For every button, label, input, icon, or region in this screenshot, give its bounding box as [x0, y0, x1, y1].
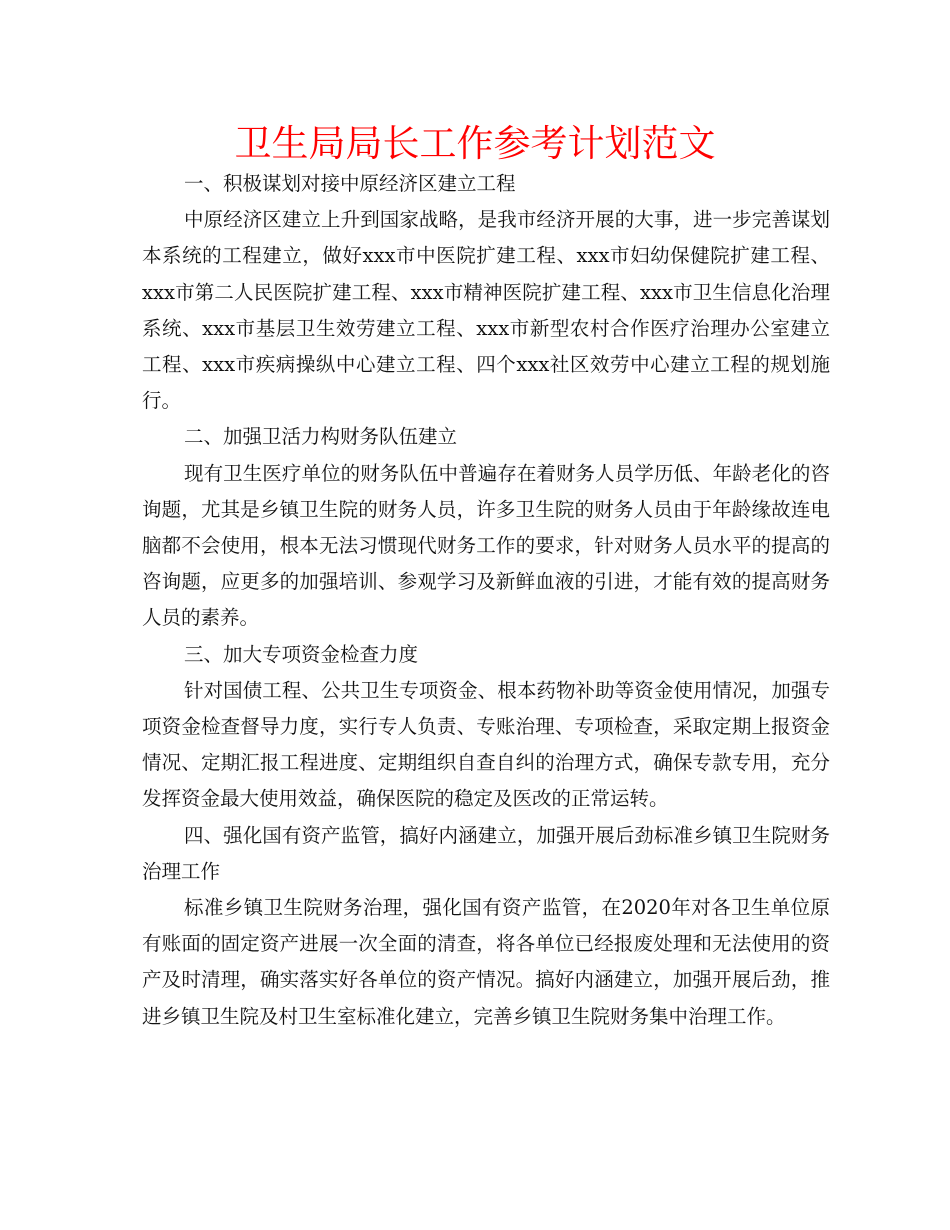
paragraph-3: 针对国债工程、公共卫生专项资金、根本药物补助等资金使用情况，加强专项资金检查督导力度，实行专人负责、专账治理、专项检查，采取定期上报资金情况、定期汇报工程进度、定期组织自查自纠的治理方式，确保专款专用，充分发挥资金最大使用效益，确保医院的稳定及医改的正常运转。: [142, 678, 830, 811]
section-heading-2: 二、加强卫活力构财务队伍建立: [184, 425, 458, 449]
section-heading-3: 三、加大专项资金检查力度: [184, 642, 419, 666]
document-title: 卫生局局长工作参考计划范文: [234, 122, 716, 165]
document-body: [142, 166, 830, 1035]
paragraph-1: 中原经济区建立上升到国家战略，是我市经济开展的大事，进一步完善谋划本系统的工程建立，做好xxx市中医院扩建工程、xxx市妇幼保健院扩建工程、xxx市第二人民医院扩建工程、xxx市精神医院扩建工程、xxx市卫生信息化治理系统、xxx市基层卫生效劳建立工程、xxx市新型农村合作医疗治理办公室建立工程、xxx市疾病操纵中心建立工程、四个xxx社区效劳中心建立工程的规划施行。: [142, 208, 830, 413]
paragraph-4: 标准乡镇卫生院财务治理，强化国有资产监管，在2020年对各卫生单位原有账面的固定资产进展一次全面的清查，将各单位已经报废处理和无法使用的资产及时清理，确实落实好各单位的资产情况。搞好内涵建立，加强开展后劲，推进乡镇卫生院及村卫生室标准化建立，完善乡镇卫生院财务集中治理工作。: [142, 896, 830, 1028]
section-heading-1: 一、积极谋划对接中原经济区建立工程: [184, 172, 516, 195]
section-heading-4: 四、强化国有资产监管，搞好内涵建立，加强开展后劲标准乡镇卫生院财务治理工作: [142, 823, 830, 883]
paragraph-2: 现有卫生医疗单位的财务队伍中普遍存在着财务人员学历低、年龄老化的咨询题，尤其是乡镇卫生院的财务人员，许多卫生院的财务人员由于年龄缘故连电脑都不会使用，根本无法习惯现代财务工作的要求，针对财务人员水平的提高的咨询题，应更多的加强培训、参观学习及新鲜血液的引进，才能有效的提高财务人员的素养。: [142, 461, 830, 630]
